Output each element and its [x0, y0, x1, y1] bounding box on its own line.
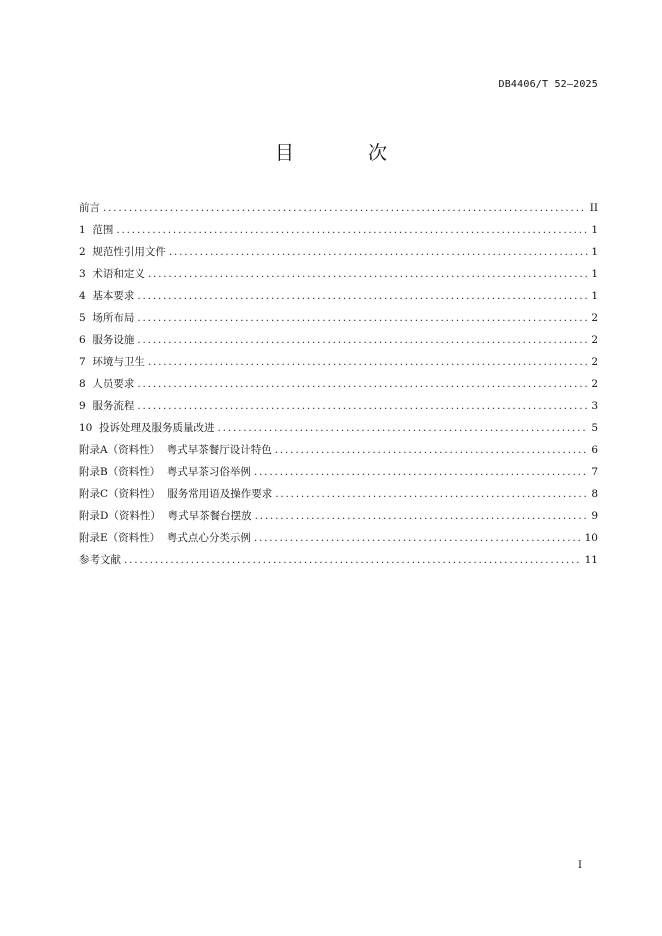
- toc-entry-page: 1: [591, 268, 598, 280]
- toc-entry-environment-hygiene[interactable]: [79, 354, 598, 376]
- toc-entry-foreword[interactable]: [79, 200, 598, 222]
- toc-entry-basic-requirements[interactable]: [79, 288, 598, 310]
- toc-entry-page: 11: [584, 554, 598, 566]
- toc-entry-label: 2 规范性引用文件: [79, 246, 166, 258]
- toc-leader-dots: [255, 508, 589, 524]
- toc-entry-normative-references[interactable]: [79, 244, 598, 266]
- page-number: I: [578, 860, 582, 871]
- toc-leader-dots: [275, 442, 589, 458]
- toc-entry-label: 6 服务设施: [79, 334, 135, 346]
- toc-entry-page: II: [589, 202, 598, 214]
- toc-leader-dots: [275, 486, 588, 502]
- toc-leader-dots: [218, 420, 589, 436]
- toc-entry-page: 5: [591, 422, 598, 434]
- toc-entry-label: 7 环境与卫生: [79, 356, 145, 368]
- toc-entry-label: 9 服务流程: [79, 400, 135, 412]
- toc-entry-label: 附录B（资料性） 粤式早茶习俗举例: [79, 466, 251, 478]
- toc-entry-page: 6: [591, 444, 598, 456]
- toc-entry-annex-d[interactable]: [79, 508, 598, 530]
- toc-entry-service-process[interactable]: [79, 398, 598, 420]
- toc-entry-label: 附录E（资料性） 粤式点心分类示例: [79, 532, 251, 544]
- toc-entry-facilities[interactable]: [79, 332, 598, 354]
- toc-entry-page: 3: [591, 400, 598, 412]
- toc-leader-dots: [169, 244, 588, 260]
- toc-entry-label: 1 范围: [79, 224, 114, 236]
- toc-leader-dots: [148, 266, 588, 282]
- toc-entry-label: 8 人员要求: [79, 378, 135, 390]
- toc-entry-annex-e[interactable]: [79, 530, 598, 552]
- toc-entry-page: 1: [591, 224, 598, 236]
- toc-entry-annex-b[interactable]: [79, 464, 598, 486]
- table-of-contents: [79, 200, 598, 574]
- toc-leader-dots: [254, 530, 582, 546]
- toc-entry-label: 前言: [79, 202, 100, 214]
- toc-leader-dots: [137, 310, 588, 326]
- toc-entry-label: 参考文献: [79, 554, 121, 566]
- toc-entry-annex-a[interactable]: [79, 442, 598, 464]
- toc-entry-bibliography[interactable]: [79, 552, 598, 574]
- toc-entry-page: 2: [591, 312, 598, 324]
- toc-leader-dots: [137, 332, 588, 348]
- toc-entry-page: 2: [591, 334, 598, 346]
- toc-entry-label: 附录C（资料性） 服务常用语及操作要求: [79, 488, 273, 500]
- toc-entry-page: 7: [591, 466, 598, 478]
- toc-leader-dots: [137, 376, 588, 392]
- toc-entry-complaints[interactable]: [79, 420, 598, 442]
- toc-leader-dots: [124, 552, 582, 568]
- toc-entry-label: 4 基本要求: [79, 290, 135, 302]
- toc-leader-dots: [137, 288, 588, 304]
- toc-leader-dots: [148, 354, 588, 370]
- toc-leader-dots: [254, 464, 588, 480]
- toc-entry-page: 10: [584, 532, 598, 544]
- toc-entry-page: 1: [591, 246, 598, 258]
- toc-entry-scope[interactable]: [79, 222, 598, 244]
- toc-entry-terms[interactable]: [79, 266, 598, 288]
- toc-leader-dots: [103, 200, 587, 216]
- toc-entry-page: 2: [591, 356, 598, 368]
- toc-entry-label: 3 术语和定义: [79, 268, 145, 280]
- toc-entry-label: 5 场所布局: [79, 312, 135, 324]
- toc-entry-label: 10 投诉处理及服务质量改进: [79, 422, 215, 434]
- toc-entry-label: 附录D（资料性） 粤式早茶餐台摆放: [79, 510, 252, 522]
- toc-title: 目 次: [274, 142, 422, 164]
- toc-entry-page: 2: [591, 378, 598, 390]
- toc-leader-dots: [116, 222, 588, 238]
- toc-entry-annex-c[interactable]: [79, 486, 598, 508]
- toc-entry-layout[interactable]: [79, 310, 598, 332]
- document-code: DB4406/T 52—2025: [498, 79, 598, 90]
- toc-entry-page: 1: [591, 290, 598, 302]
- toc-entry-label: 附录A（资料性） 粤式早茶餐厅设计特色: [79, 444, 272, 456]
- toc-entry-page: 9: [591, 510, 598, 522]
- toc-leader-dots: [137, 398, 588, 414]
- toc-entry-page: 8: [591, 488, 598, 500]
- toc-entry-personnel[interactable]: [79, 376, 598, 398]
